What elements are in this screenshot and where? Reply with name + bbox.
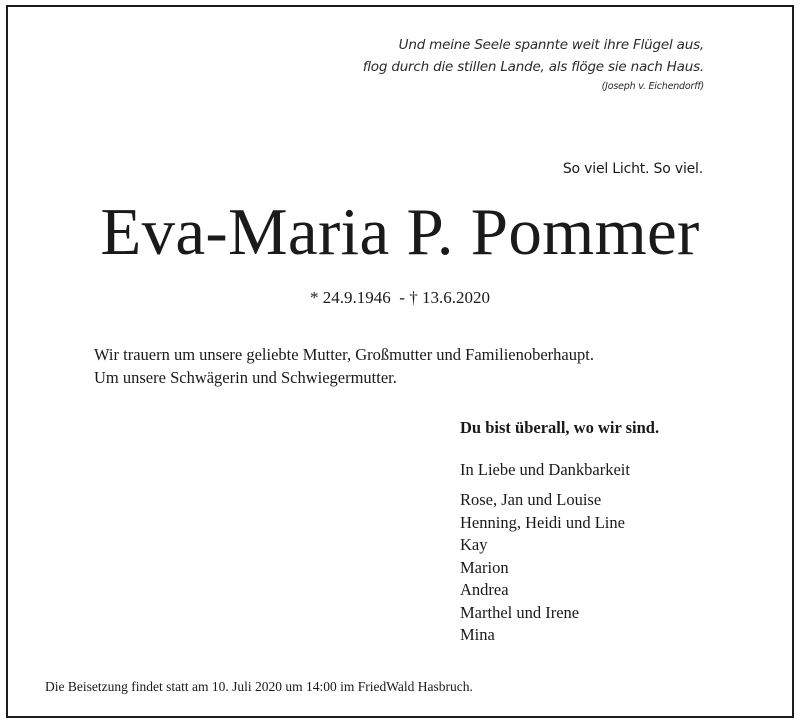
closing-phrase: In Liebe und Dankbarkeit	[460, 460, 630, 479]
quote-line-2: flog durch die stillen Lande, als flöge sie nach Haus.	[362, 59, 704, 75]
life-dates: * 24.9.1946 - † 13.6.2020	[310, 288, 490, 307]
mourner-item: Rose, Jan und Louise	[460, 490, 602, 509]
mourner-item: Mina	[460, 625, 495, 644]
mourner-item: Andrea	[460, 580, 509, 599]
mourners-list	[460, 489, 625, 647]
quote-line-1: Und meine Seele spannte weit ihre Flügel aus,	[398, 37, 704, 53]
funeral-notice: Die Beisetzung findet statt am 10. Juli 2020 um 14:00 im FriedWald Hasbruch.	[45, 679, 473, 694]
quote-author: (Joseph v. Eichendorff)	[601, 81, 704, 92]
mourning-text-line-1: Wir trauern um unsere geliebte Mutter, Großmutter und Familienoberhaupt.	[94, 345, 594, 364]
deceased-name: Eva-Maria P. Pommer	[100, 195, 700, 269]
mourner-item: Kay	[460, 535, 488, 554]
highlight-quote: Du bist überall, wo wir sind.	[460, 418, 660, 437]
mourner-item: Marthel und Irene	[460, 602, 580, 622]
mourner-item: Marion	[460, 557, 509, 577]
mourner-item: Henning, Heidi und Line	[460, 512, 625, 532]
motto: So viel Licht. So viel.	[562, 161, 703, 177]
mourning-text-line-2: Um unsere Schwägerin und Schwiegermutter.	[94, 368, 397, 387]
